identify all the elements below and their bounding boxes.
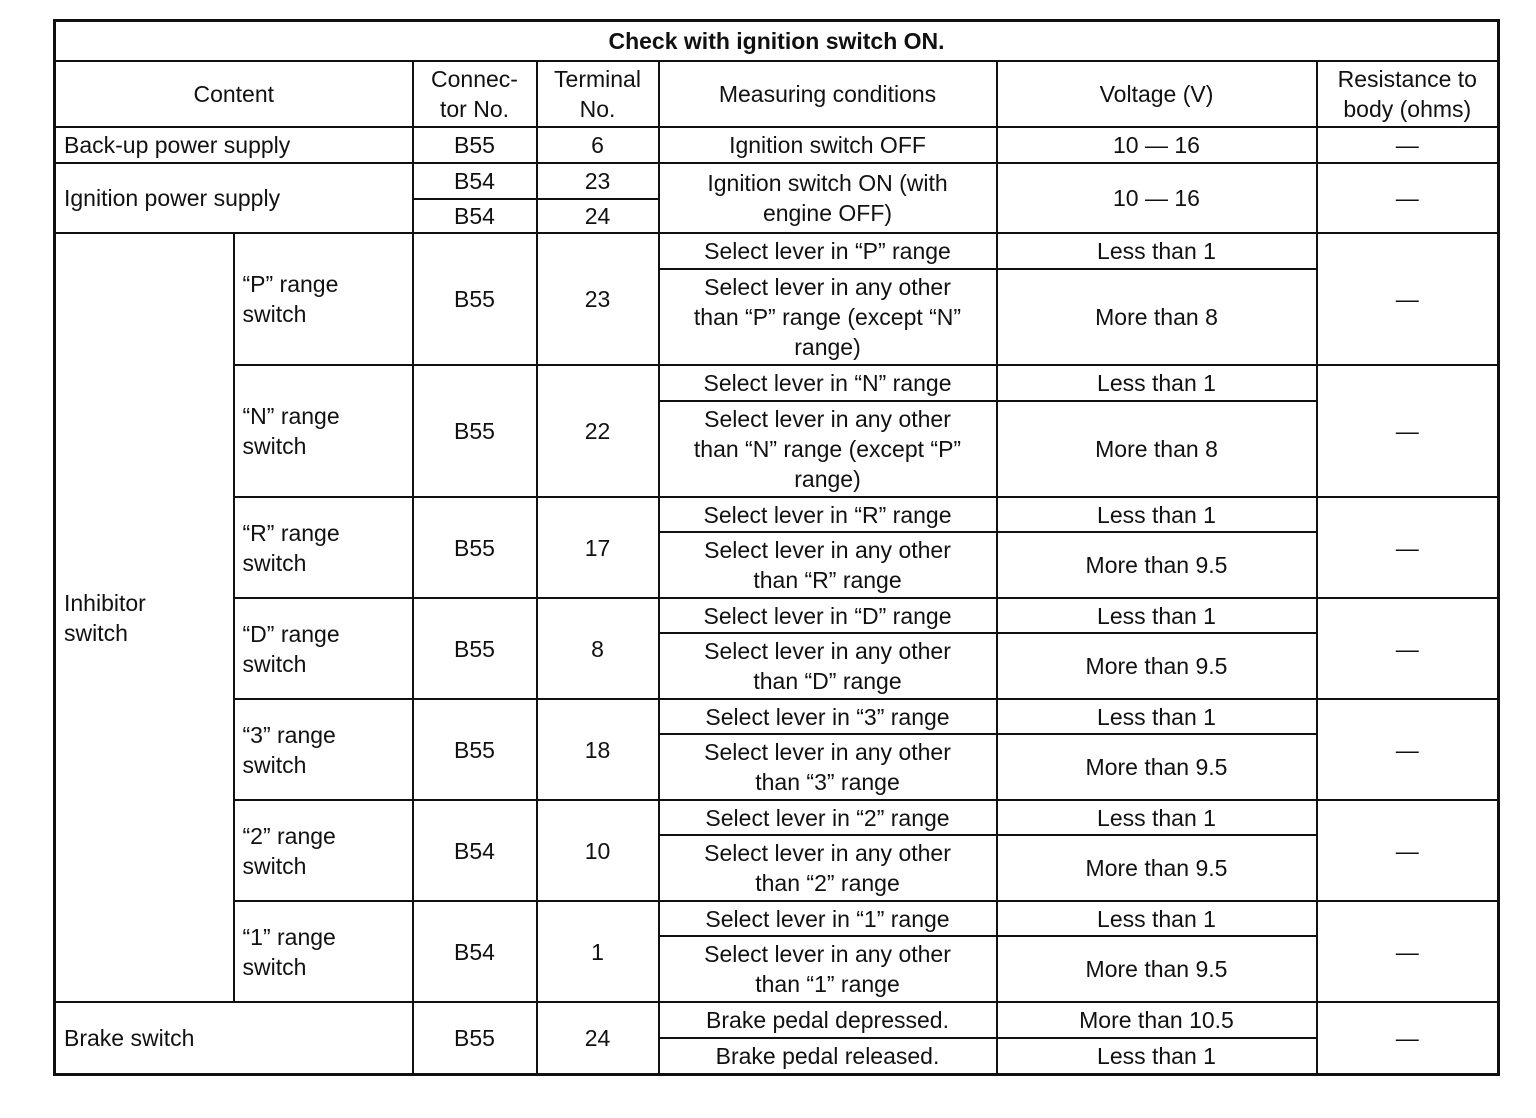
condition-line: than “D” range bbox=[753, 668, 902, 694]
terminal-cell: 23 bbox=[537, 163, 659, 199]
connector-cell: B54 bbox=[413, 800, 537, 901]
condition-line: Select lever in any other bbox=[704, 274, 951, 300]
condition-line: than “2” range bbox=[755, 870, 900, 896]
terminal-cell: 23 bbox=[537, 233, 659, 365]
condition-cell bbox=[659, 163, 997, 233]
terminal-cell: 17 bbox=[537, 497, 659, 598]
voltage-cell: 10 — 16 bbox=[997, 127, 1317, 163]
header-resistance-line1: Resistance to bbox=[1337, 66, 1477, 92]
range-name-line1: “3” range bbox=[242, 721, 336, 748]
condition-line: than “N” range (except “P” bbox=[693, 436, 962, 462]
terminal-cell: 18 bbox=[537, 699, 659, 800]
resistance-cell: — bbox=[1317, 901, 1499, 1002]
voltage-cell: More than 9.5 bbox=[997, 633, 1317, 699]
range-name-line2: switch bbox=[242, 433, 307, 459]
condition-line: Select lever in any other bbox=[704, 739, 951, 765]
condition-line: Ignition switch ON (with bbox=[707, 170, 948, 196]
condition-cell: Ignition switch OFF bbox=[659, 127, 997, 163]
range-name-line2: switch bbox=[242, 549, 307, 576]
voltage-cell: Less than 1 bbox=[997, 901, 1317, 936]
header-voltage: Voltage (V) bbox=[997, 61, 1317, 127]
connector-cell: B55 bbox=[413, 127, 537, 163]
condition-cell bbox=[659, 532, 997, 598]
condition-cell: Select lever in “R” range bbox=[659, 497, 997, 532]
connector-cell: B55 bbox=[413, 497, 537, 598]
voltage-cell: Less than 1 bbox=[997, 800, 1317, 835]
resistance-cell: — bbox=[1317, 598, 1499, 699]
voltage-cell: Less than 1 bbox=[997, 233, 1317, 269]
terminal-cell: 10 bbox=[537, 800, 659, 901]
voltage-cell: Less than 1 bbox=[997, 699, 1317, 734]
condition-line: than “P” range (except “N” bbox=[693, 304, 962, 330]
condition-cell: Brake pedal released. bbox=[659, 1038, 997, 1074]
range-name-line1: “2” range bbox=[242, 822, 336, 849]
condition-line: range) bbox=[794, 334, 861, 360]
header-resistance-line2: body (ohms) bbox=[1343, 96, 1472, 122]
resistance-cell: — bbox=[1317, 365, 1499, 497]
table-row bbox=[55, 699, 1499, 734]
range-name-line2: switch bbox=[242, 953, 307, 980]
header-connector bbox=[413, 61, 537, 127]
connector-cell: B55 bbox=[413, 365, 537, 497]
range-name-line1: “D” range bbox=[242, 620, 340, 647]
condition-line: than “1” range bbox=[755, 971, 900, 997]
header-resistance bbox=[1317, 61, 1499, 127]
header-conditions: Measuring conditions bbox=[659, 61, 997, 127]
condition-line: Select lever in any other bbox=[704, 406, 951, 432]
table-row bbox=[55, 901, 1499, 936]
range-switch-name bbox=[234, 365, 413, 497]
content-cell: Ignition power supply bbox=[55, 163, 413, 233]
condition-cell bbox=[659, 734, 997, 800]
range-switch-name bbox=[234, 800, 413, 901]
voltage-cell: More than 9.5 bbox=[997, 835, 1317, 901]
content-cell: Brake switch bbox=[55, 1002, 413, 1074]
resistance-cell: — bbox=[1317, 699, 1499, 800]
inhibitor-switch-label bbox=[55, 233, 234, 1002]
content-cell: Back-up power supply bbox=[55, 127, 413, 163]
terminal-cell: 24 bbox=[537, 1002, 659, 1074]
resistance-cell: — bbox=[1317, 497, 1499, 598]
range-name-line2: switch bbox=[242, 751, 307, 778]
table-title-row bbox=[55, 21, 1499, 62]
range-name-line1: “1” range bbox=[242, 923, 336, 950]
connector-cell: B54 bbox=[413, 901, 537, 1002]
voltage-cell: More than 9.5 bbox=[997, 532, 1317, 598]
voltage-cell: More than 9.5 bbox=[997, 734, 1317, 800]
range-switch-name bbox=[234, 901, 413, 1002]
condition-cell: Select lever in “P” range bbox=[659, 233, 997, 269]
condition-line: Select lever in any other bbox=[704, 537, 951, 563]
table-row bbox=[55, 127, 1499, 163]
table-row bbox=[55, 163, 1499, 199]
range-name-line2: switch bbox=[242, 852, 307, 879]
table-row bbox=[55, 497, 1499, 532]
range-name-line2: switch bbox=[242, 301, 307, 327]
connector-cell: B55 bbox=[413, 233, 537, 365]
condition-cell bbox=[659, 633, 997, 699]
inhibitor-label-line1: Inhibitor bbox=[64, 589, 146, 616]
connector-cell: B55 bbox=[413, 1002, 537, 1074]
condition-cell: Select lever in “1” range bbox=[659, 901, 997, 936]
voltage-cell: Less than 1 bbox=[997, 365, 1317, 401]
range-name-line2: switch bbox=[242, 650, 307, 677]
inhibitor-label-line2: switch bbox=[64, 619, 128, 646]
condition-line: range) bbox=[794, 466, 861, 492]
header-terminal-line2: No. bbox=[579, 96, 616, 122]
header-terminal-line1: Terminal bbox=[554, 66, 641, 92]
condition-cell: Select lever in “2” range bbox=[659, 800, 997, 835]
header-row bbox=[55, 61, 1499, 127]
table-row bbox=[55, 365, 1499, 401]
condition-line: engine OFF) bbox=[762, 200, 893, 226]
connector-cell: B55 bbox=[413, 598, 537, 699]
condition-line: than “3” range bbox=[755, 769, 900, 795]
condition-cell: Select lever in “N” range bbox=[659, 365, 997, 401]
voltage-cell: Less than 1 bbox=[997, 598, 1317, 633]
voltage-cell: 10 — 16 bbox=[997, 163, 1317, 233]
condition-line: Select lever in any other bbox=[704, 840, 951, 866]
table-row bbox=[55, 800, 1499, 835]
connector-cell: B55 bbox=[413, 699, 537, 800]
header-connector-line1: Connec- bbox=[431, 66, 518, 92]
voltage-cell: More than 8 bbox=[997, 269, 1317, 365]
range-switch-name bbox=[234, 233, 413, 365]
terminal-cell: 22 bbox=[537, 365, 659, 497]
terminal-cell: 6 bbox=[537, 127, 659, 163]
table-title: Check with ignition switch ON. bbox=[55, 21, 1499, 62]
voltage-cell: Less than 1 bbox=[997, 497, 1317, 532]
resistance-cell: — bbox=[1317, 233, 1499, 365]
resistance-cell: — bbox=[1317, 800, 1499, 901]
header-content: Content bbox=[55, 61, 413, 127]
voltage-cell: More than 9.5 bbox=[997, 936, 1317, 1002]
voltage-cell: More than 10.5 bbox=[997, 1002, 1317, 1038]
condition-cell: Brake pedal depressed. bbox=[659, 1002, 997, 1038]
condition-line: than “R” range bbox=[753, 567, 902, 593]
resistance-cell: — bbox=[1317, 163, 1499, 233]
terminal-cell: 24 bbox=[537, 199, 659, 233]
voltage-cell: More than 8 bbox=[997, 401, 1317, 497]
condition-cell bbox=[659, 401, 997, 497]
range-switch-name bbox=[234, 598, 413, 699]
ignition-check-table bbox=[53, 19, 1500, 1076]
condition-cell bbox=[659, 269, 997, 365]
resistance-cell: — bbox=[1317, 127, 1499, 163]
table-row bbox=[55, 233, 1499, 269]
terminal-cell: 1 bbox=[537, 901, 659, 1002]
condition-cell: Select lever in “D” range bbox=[659, 598, 997, 633]
condition-line: Select lever in any other bbox=[704, 941, 951, 967]
condition-cell bbox=[659, 835, 997, 901]
range-name-line1: “N” range bbox=[242, 403, 340, 429]
condition-cell: Select lever in “3” range bbox=[659, 699, 997, 734]
connector-cell: B54 bbox=[413, 163, 537, 199]
header-terminal bbox=[537, 61, 659, 127]
condition-line: Select lever in any other bbox=[704, 638, 951, 664]
range-switch-name bbox=[234, 699, 413, 800]
range-name-line1: “P” range bbox=[242, 271, 339, 297]
table-row bbox=[55, 598, 1499, 633]
connector-cell: B54 bbox=[413, 199, 537, 233]
condition-cell bbox=[659, 936, 997, 1002]
range-name-line1: “R” range bbox=[242, 519, 340, 546]
table-row bbox=[55, 1002, 1499, 1038]
range-switch-name bbox=[234, 497, 413, 598]
header-connector-line2: tor No. bbox=[439, 96, 510, 122]
voltage-cell: Less than 1 bbox=[997, 1038, 1317, 1074]
terminal-cell: 8 bbox=[537, 598, 659, 699]
resistance-cell: — bbox=[1317, 1002, 1499, 1074]
